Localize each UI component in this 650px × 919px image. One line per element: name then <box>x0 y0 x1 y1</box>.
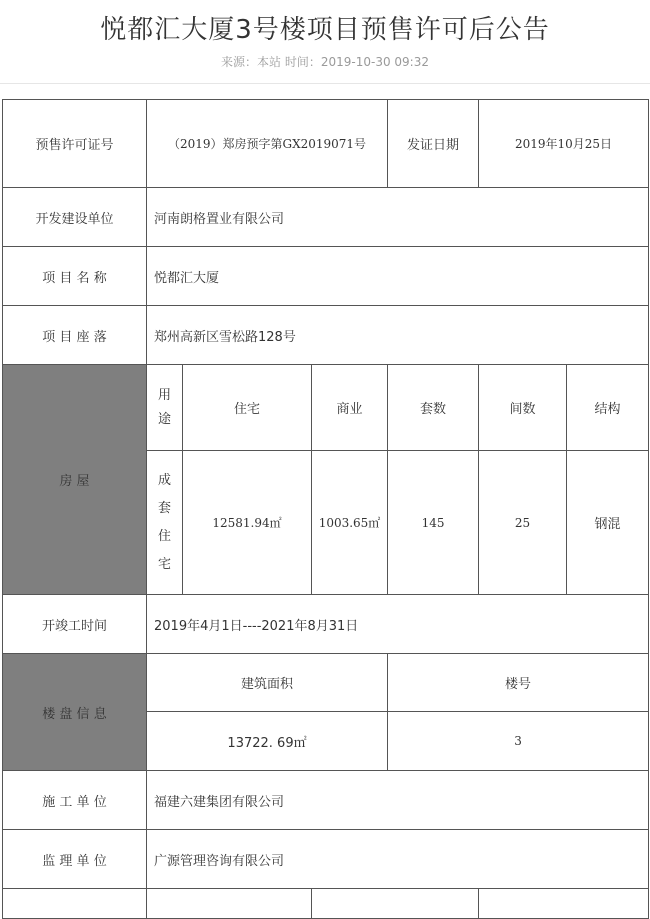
building-no-label: 楼号 <box>388 654 649 712</box>
row-supervisor <box>3 830 649 889</box>
col-structure: 结构 <box>567 365 649 451</box>
time-label: 时间：2019-10-30 09:32 <box>284 55 429 69</box>
contractor-value: 福建六建集团有限公司 <box>147 771 649 830</box>
row-schedule <box>3 595 649 654</box>
article-title: 悦都汇大厦3号楼项目预售许可后公告 <box>100 15 550 45</box>
permit-label: 预售许可证号 <box>3 100 147 188</box>
commercial-area: 1003.65㎡ <box>312 451 388 595</box>
developer-value: 河南朗格置业有限公司 <box>147 188 649 247</box>
source-label: 来源：本站 <box>221 55 282 69</box>
row-contractor <box>3 771 649 830</box>
next-row-cell <box>3 889 147 919</box>
units-value: 145 <box>388 451 479 595</box>
usage-value: 成套住宅 <box>147 451 183 595</box>
row-building-header <box>3 654 649 712</box>
col-commercial: 商业 <box>312 365 388 451</box>
row-project-name <box>3 247 649 306</box>
supervisor-label: 监 理 单 位 <box>3 830 147 889</box>
issue-date-label: 发证日期 <box>388 100 479 188</box>
presale-notice-table <box>2 99 649 919</box>
floor-area-label: 建筑面积 <box>147 654 388 712</box>
permit-value: （2019）郑房预字第GX2019071号 <box>147 100 388 188</box>
article-header <box>0 0 650 84</box>
row-permit <box>3 100 649 188</box>
usage-label: 用途 <box>147 365 183 451</box>
housing-label: 房 屋 <box>3 365 147 595</box>
schedule-value: 2019年4月1日----2021年8月31日 <box>147 595 649 654</box>
row-location <box>3 306 649 365</box>
project-name-value: 悦都汇大厦 <box>147 247 649 306</box>
location-value: 郑州高新区雪松路128号 <box>147 306 649 365</box>
col-units: 套数 <box>388 365 479 451</box>
schedule-label: 开竣工时间 <box>3 595 147 654</box>
row-housing-header <box>3 365 649 451</box>
building-no-value: 3 <box>388 712 649 771</box>
col-residential: 住宅 <box>183 365 312 451</box>
floor-area-value: 13722. 69㎡ <box>147 712 388 771</box>
issue-date-value: 2019年10月25日 <box>479 100 649 188</box>
developer-label: 开发建设单位 <box>3 188 147 247</box>
building-info-label: 楼 盘 信 息 <box>3 654 147 771</box>
residential-area: 12581.94㎡ <box>183 451 312 595</box>
next-row-cell <box>479 889 649 919</box>
project-name-label: 项 目 名 称 <box>3 247 147 306</box>
rooms-value: 25 <box>479 451 567 595</box>
contractor-label: 施 工 单 位 <box>3 771 147 830</box>
article-meta <box>0 53 650 71</box>
next-row-cell <box>147 889 312 919</box>
structure-value: 钢混 <box>567 451 649 595</box>
row-next-partial <box>3 889 649 919</box>
row-developer <box>3 188 649 247</box>
next-row-cell <box>312 889 479 919</box>
supervisor-value: 广源管理咨询有限公司 <box>147 830 649 889</box>
location-label: 项 目 座 落 <box>3 306 147 365</box>
col-rooms: 间数 <box>479 365 567 451</box>
